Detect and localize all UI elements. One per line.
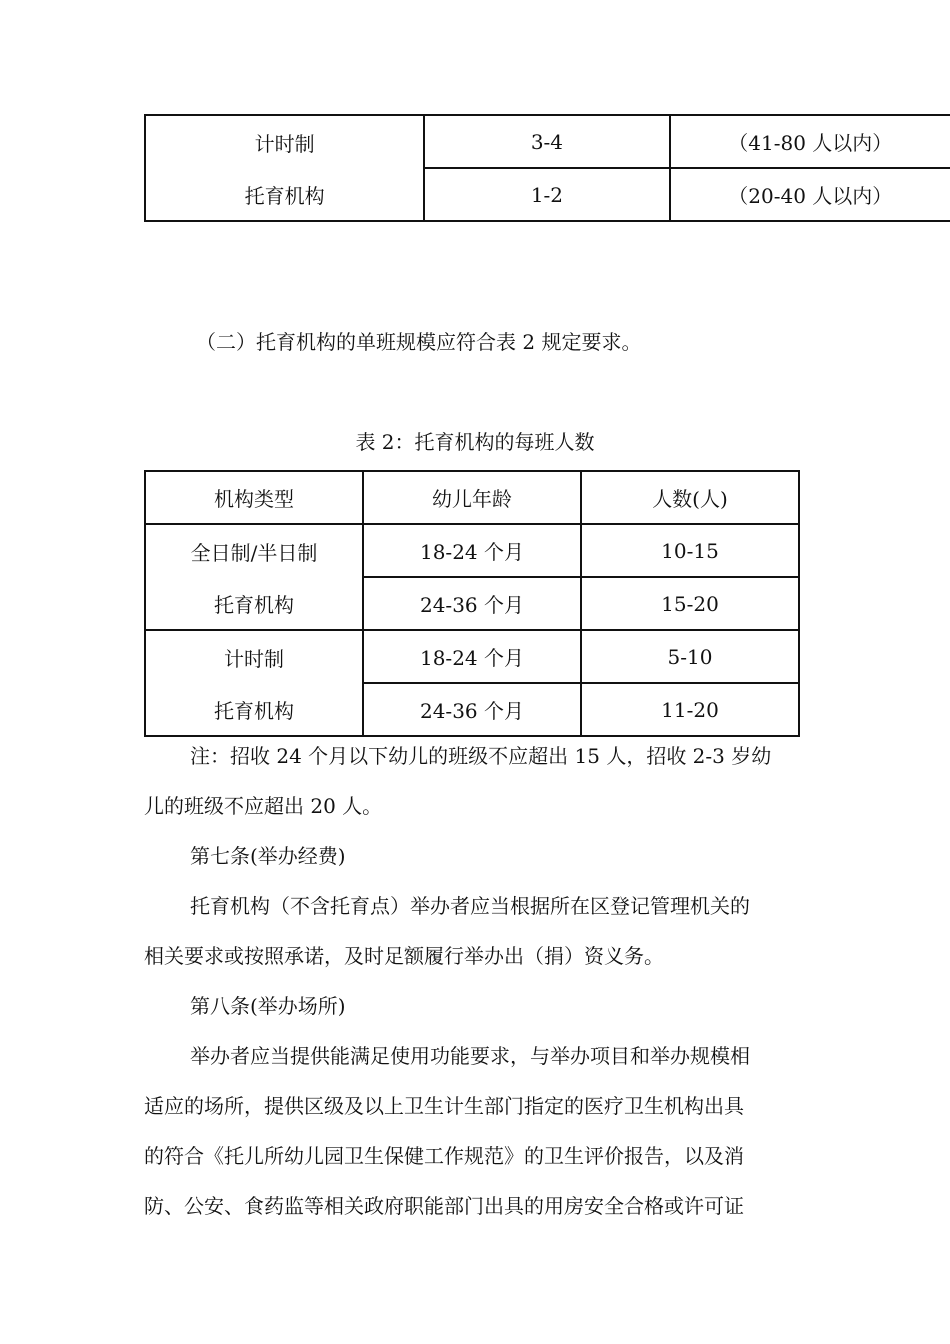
- table2-age-cell: 24-36 个月: [363, 683, 581, 736]
- article-8-line: 防、公安、食药监等相关政府职能部门出具的用房安全合格或许可证: [144, 1194, 744, 1218]
- table2-type-line: 全日制/半日制: [145, 524, 363, 577]
- article-7-line: 相关要求或按照承诺，及时足额履行举办出（捐）资义务。: [144, 944, 664, 968]
- table2-type-line: 托育机构: [145, 683, 363, 736]
- table-2-note: [144, 731, 806, 831]
- table2-age-cell: 24-36 个月: [363, 577, 581, 630]
- table2-header-type: 机构类型: [145, 471, 363, 524]
- note-line: 儿的班级不应超出 20 人。: [144, 794, 383, 818]
- article-8-line: 举办者应当提供能满足使用功能要求，与举办项目和举办规模相: [190, 1044, 750, 1068]
- table2-header-age: 幼儿年龄: [363, 471, 581, 524]
- table2-count-cell: 11-20: [581, 683, 799, 736]
- article-7-title: 第七条(举办经费): [190, 844, 346, 868]
- note-line: 注：招收 24 个月以下幼儿的班级不应超出 15 人，招收 2-3 岁幼: [190, 744, 772, 768]
- table2-type-line: 计时制: [145, 630, 363, 683]
- table1-type-line-2: 托育机构: [145, 168, 424, 221]
- table1-type-line-1: 计时制: [145, 115, 424, 168]
- table1-capacity-cell: （20-40 人以内）: [670, 168, 950, 221]
- table2-count-cell: 10-15: [581, 524, 799, 577]
- table2-age-cell: 18-24 个月: [363, 630, 581, 683]
- article-8-line: 的符合《托儿所幼儿园卫生保健工作规范》的卫生评价报告，以及消: [144, 1144, 744, 1168]
- article-7-line: 托育机构（不含托育点）举办者应当根据所在区登记管理机关的: [190, 894, 750, 918]
- table2-count-cell: 15-20: [581, 577, 799, 630]
- table-2-caption: 表 2：托育机构的每班人数: [355, 430, 595, 454]
- article-7: [144, 831, 806, 981]
- table2-type-line: 托育机构: [145, 577, 363, 630]
- table1-count-cell: 3-4: [424, 115, 669, 168]
- article-8-line: 适应的场所，提供区级及以上卫生计生部门指定的医疗卫生机构出具: [144, 1094, 744, 1118]
- table1-capacity-cell: （41-80 人以内）: [670, 115, 950, 168]
- table2-age-cell: 18-24 个月: [363, 524, 581, 577]
- table2-count-cell: 5-10: [581, 630, 799, 683]
- section-2-heading: （二）托育机构的单班规模应符合表 2 规定要求。: [196, 330, 642, 354]
- table-2: [144, 470, 800, 737]
- table2-header-count: 人数(人): [581, 471, 799, 524]
- article-8: [144, 981, 806, 1231]
- article-8-title: 第八条(举办场所): [190, 994, 346, 1018]
- table-1: [144, 114, 950, 222]
- table1-count-cell: 1-2: [424, 168, 669, 221]
